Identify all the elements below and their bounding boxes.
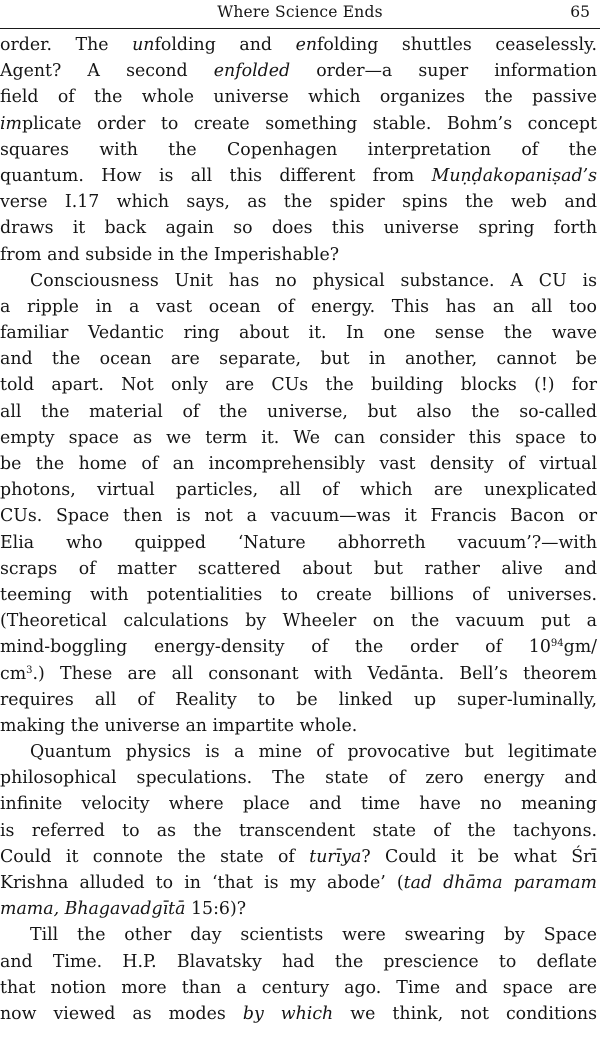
text-line: Quantum physics is a mine of provocative but legitimate xyxy=(30,742,597,763)
page-number: 65 xyxy=(570,3,590,21)
text-line: teeming with potentialities to create billions of universes. xyxy=(0,584,597,605)
text-line: philosophical speculations. The state of zero energy and xyxy=(0,768,597,789)
text-line: Krishna alluded to in ‘that is my abode’ (tad dhāma paramam xyxy=(0,873,597,893)
text-line: CUs. Space then is not a vacuum—was it Francis Bacon or xyxy=(0,506,597,527)
text-line: scraps of matter scattered about but rather alive and xyxy=(0,558,597,579)
text-line: told apart. Not only are CUs the building blocks (!) for xyxy=(0,375,597,396)
text-line: field of the whole universe which organizes the passive xyxy=(0,87,597,108)
text-line: squares with the Copenhagen interpretation of the xyxy=(0,139,597,160)
text-line: and the ocean are separate, but in another, cannot be xyxy=(0,349,597,370)
text-line: Agent? A second enfolded order—a super information xyxy=(0,61,597,82)
text-line: and Time. H.P. Blavatsky had the prescience to deflate xyxy=(0,951,597,972)
text-line: implicate order to create something stable. Bohm’s concept xyxy=(0,113,597,134)
text-line: all the material of the universe, but also the so-called xyxy=(0,401,597,422)
text-line: Consciousness Unit has no physical substance. A CU is xyxy=(30,270,597,291)
text-line: that notion more than a century ago. Time and space are xyxy=(0,977,597,998)
text-line: making the universe an impartite whole. xyxy=(0,715,358,736)
text-line: a ripple in a vast ocean of energy. This has an all too xyxy=(0,296,597,317)
text-line: mind-boggling energy-density of the order of $10^{94}gm/$ xyxy=(0,637,597,658)
text-line: requires all of Reality to be linked up super-luminally, xyxy=(0,689,597,710)
text-line: infinite velocity where place and time have no meaning xyxy=(0,794,597,815)
text-line: Could it connote the state of turīya? Could it be what Śrī xyxy=(0,846,597,867)
running-title: Where Science Ends xyxy=(217,3,383,21)
text-line: Till the other day scientists were swearing by Space xyxy=(30,925,597,946)
text-line: (Theoretical calculations by Wheeler on the vacuum put a xyxy=(0,611,597,632)
running-head xyxy=(0,0,600,29)
text-line: mama, Bhagavadgītā 15:6)? xyxy=(0,899,247,920)
text-line: now viewed as modes by which we think, not conditions xyxy=(0,1003,597,1024)
text-line: be the home of an incomprehensibly vast density of virtual xyxy=(0,454,597,474)
text-line: is referred to as the transcendent state of the tachyons. xyxy=(0,820,597,841)
text-line: order. The unfolding and enfolding shuttles ceaselessly. xyxy=(0,35,597,55)
text-line: Elia who quipped ‘Nature abhorreth vacuum’?—with xyxy=(0,532,597,553)
text-line: $cm^3$.) These are all consonant with Vedānta. Bell’s theorem xyxy=(0,663,597,684)
text-line: empty space as we term it. We can consider this space to xyxy=(0,427,597,448)
text-line: verse I.17 which says, as the spider spins the web and xyxy=(0,192,597,213)
body-text xyxy=(0,32,597,1027)
text-line: photons, virtual particles, all of which are unexplicated xyxy=(0,480,597,501)
text-line: familiar Vedantic ring about it. In one sense the wave xyxy=(0,323,597,344)
text-line: draws it back again so does this universe spring forth xyxy=(0,218,597,239)
text-line: quantum. How is all this different from Muṇḍakopaniṣad’s xyxy=(0,165,597,186)
text-line: from and subside in the Imperishable? xyxy=(0,244,340,265)
